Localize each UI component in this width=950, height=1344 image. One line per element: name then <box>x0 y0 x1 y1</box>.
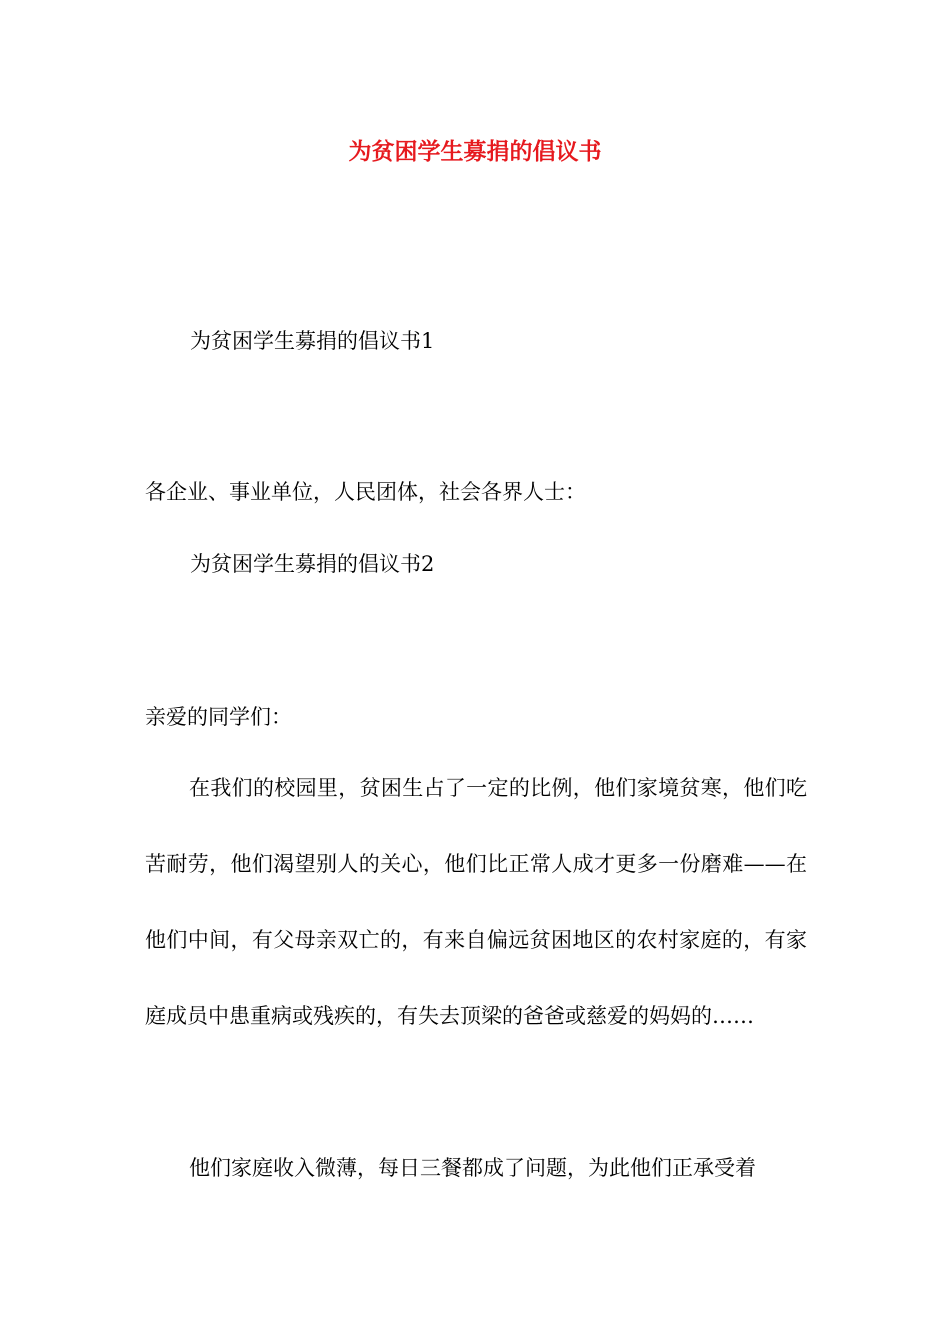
document-title: 为贫困学生募捐的倡议书 <box>348 138 602 165</box>
section-heading-2: 为贫困学生募捐的倡议书2 <box>190 552 435 576</box>
salutation-1: 各企业、事业单位，人民团体，社会各界人士： <box>145 480 586 504</box>
body-paragraph-2: 他们家庭收入微薄，每日三餐都成了问题，为此他们正承受着 <box>189 1156 756 1180</box>
body-paragraph-1: 在我们的校园里，贫困生占了一定的比例，他们家境贫寒，他们吃苦耐劳，他们渴望别人的关心，他们比正常人成才更多一份磨难——在他们中间，有父母亲双亡的，有来自偏远贫困地区的农村家庭的，有家庭成员中患重病或残疾的，有失去顶梁的爸爸或慈爱的妈妈的…… <box>145 776 807 1028</box>
section-heading-1: 为贫困学生募捐的倡议书1 <box>190 329 435 353</box>
salutation-2: 亲爱的同学们： <box>145 705 292 729</box>
